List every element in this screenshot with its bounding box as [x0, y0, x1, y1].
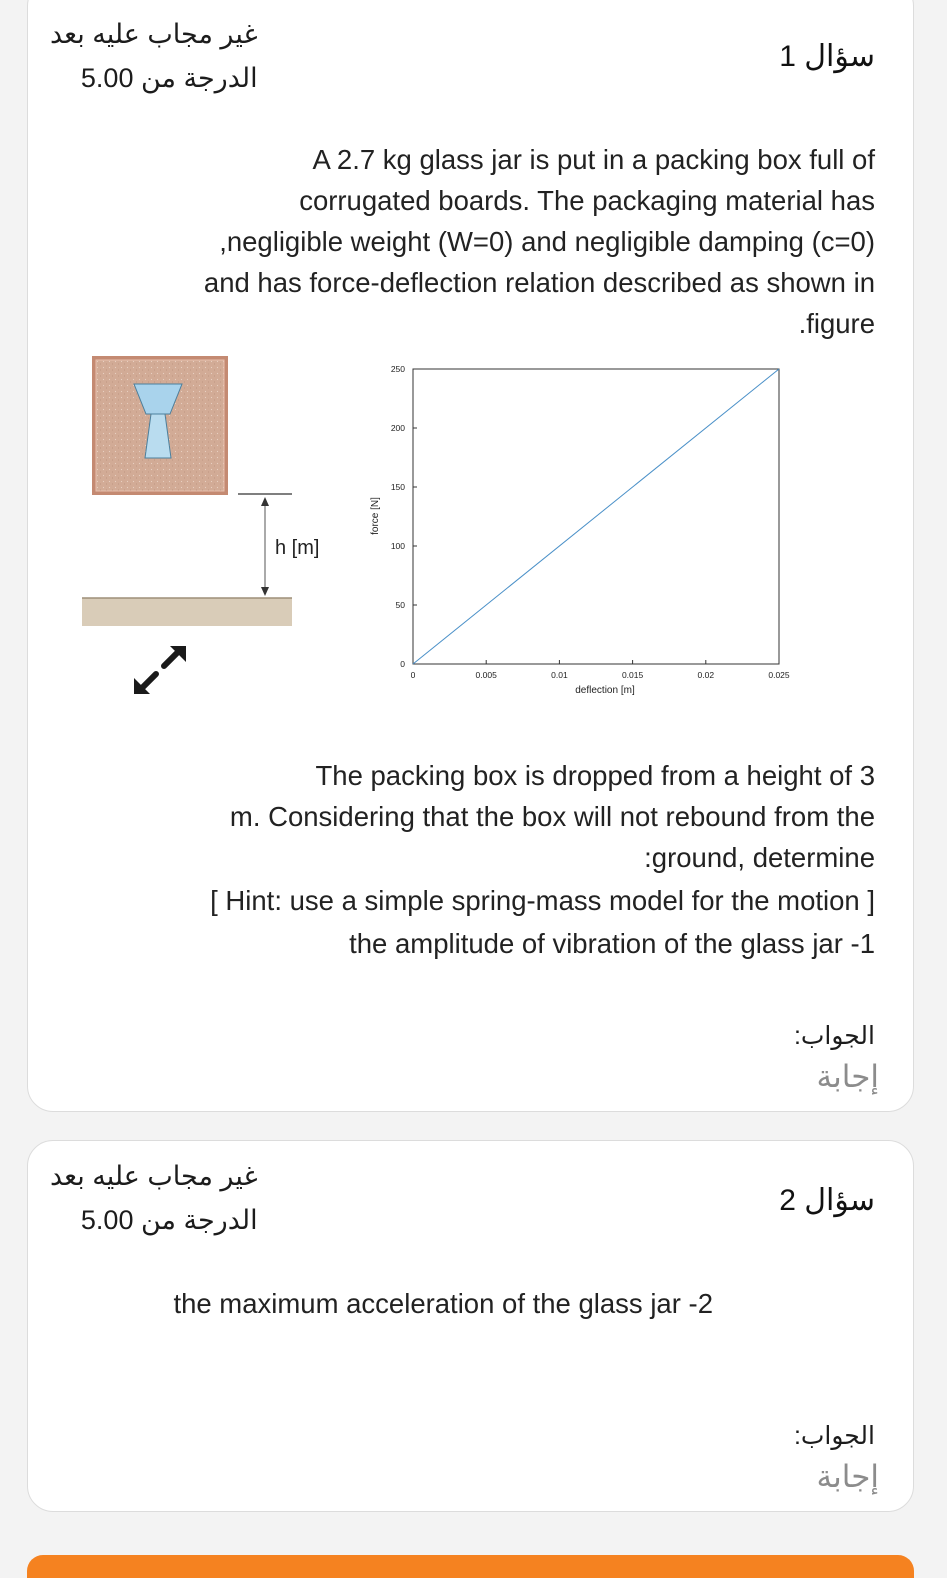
question-2-status-text: غير مجاب عليه بعد	[50, 1161, 258, 1191]
chart-y-tick-label: 0	[400, 659, 405, 669]
chart-x-tick-label: 0.025	[768, 670, 790, 680]
question-2-text	[173, 1283, 713, 1324]
question-1-text-line: figure.	[798, 308, 875, 339]
chart-y-tick-label: 250	[390, 364, 405, 374]
question-1-text-2	[210, 755, 875, 964]
question-2-status	[50, 1157, 258, 1239]
question-1-text-line: [ Hint: use a simple spring-mass model for the motion ]	[210, 885, 875, 916]
height-dimension	[238, 494, 319, 596]
question-1-text-line: The packing box is dropped from a height of 3	[315, 760, 875, 791]
question-1-grade: الدرجة من 5.00	[80, 63, 258, 93]
question-1-text-line: ground, determine:	[644, 842, 875, 873]
chart-y-tick-label: 150	[390, 482, 405, 492]
chart-x-tick-label: 0.015	[621, 670, 644, 680]
question-2-text-line: 2- the maximum acceleration of the glass jar	[173, 1288, 713, 1319]
question-1-text	[204, 139, 875, 344]
question-card-2	[27, 1140, 914, 1512]
question-1-text-line: negligible weight (W=0) and negligible damping (c=0),	[219, 226, 875, 257]
chart-x-tick-label: 0	[410, 670, 416, 680]
question-1-text-line: m. Considering that the box will not rebound from the	[229, 801, 875, 832]
chart-x-tick-label: 0.02	[697, 670, 715, 680]
chart-x-tick-label: 0.005	[475, 670, 497, 680]
question-1-text-line: corrugated boards. The packaging material has	[299, 185, 875, 216]
chart-y-tick-label: 50	[395, 600, 405, 610]
question-1-status	[50, 15, 258, 97]
chart-y-tick-label: 100	[390, 541, 405, 551]
expand-icon[interactable]	[128, 638, 192, 702]
question-1-text-line: and has force-deflection relation described as shown in	[203, 267, 875, 298]
height-label: h [m]	[275, 537, 320, 559]
question-1-answer-label: الجواب:	[793, 1022, 875, 1050]
force-deflection-chart	[370, 364, 790, 696]
height-arrow-head-down	[261, 587, 269, 596]
question-2-grade: الدرجة من 5.00	[80, 1205, 258, 1235]
question-1-text-line: 1- the amplitude of vibration of the glass jar	[349, 928, 875, 959]
question-1-title: سؤال 1	[779, 40, 875, 73]
chart-x-label: deflection [m]	[575, 685, 635, 696]
question-1-text-line: A 2.7 kg glass jar is put in a packing box full of	[312, 144, 875, 175]
height-arrow-head-up	[261, 497, 269, 506]
question-2-title: سؤال 2	[779, 1184, 875, 1217]
chart-x-tick-label: 0.01	[551, 670, 568, 680]
question-1-answer-input[interactable]	[619, 1055, 879, 1099]
submit-bar[interactable]	[27, 1555, 914, 1578]
ground	[82, 598, 292, 626]
question-2-answer-input[interactable]	[619, 1455, 879, 1499]
question-1-status-text: غير مجاب عليه بعد	[50, 19, 258, 49]
chart-y-label: force [N]	[370, 497, 381, 535]
chart-y-tick-label: 200	[390, 423, 405, 433]
question-2-answer-label: الجواب:	[793, 1422, 875, 1450]
